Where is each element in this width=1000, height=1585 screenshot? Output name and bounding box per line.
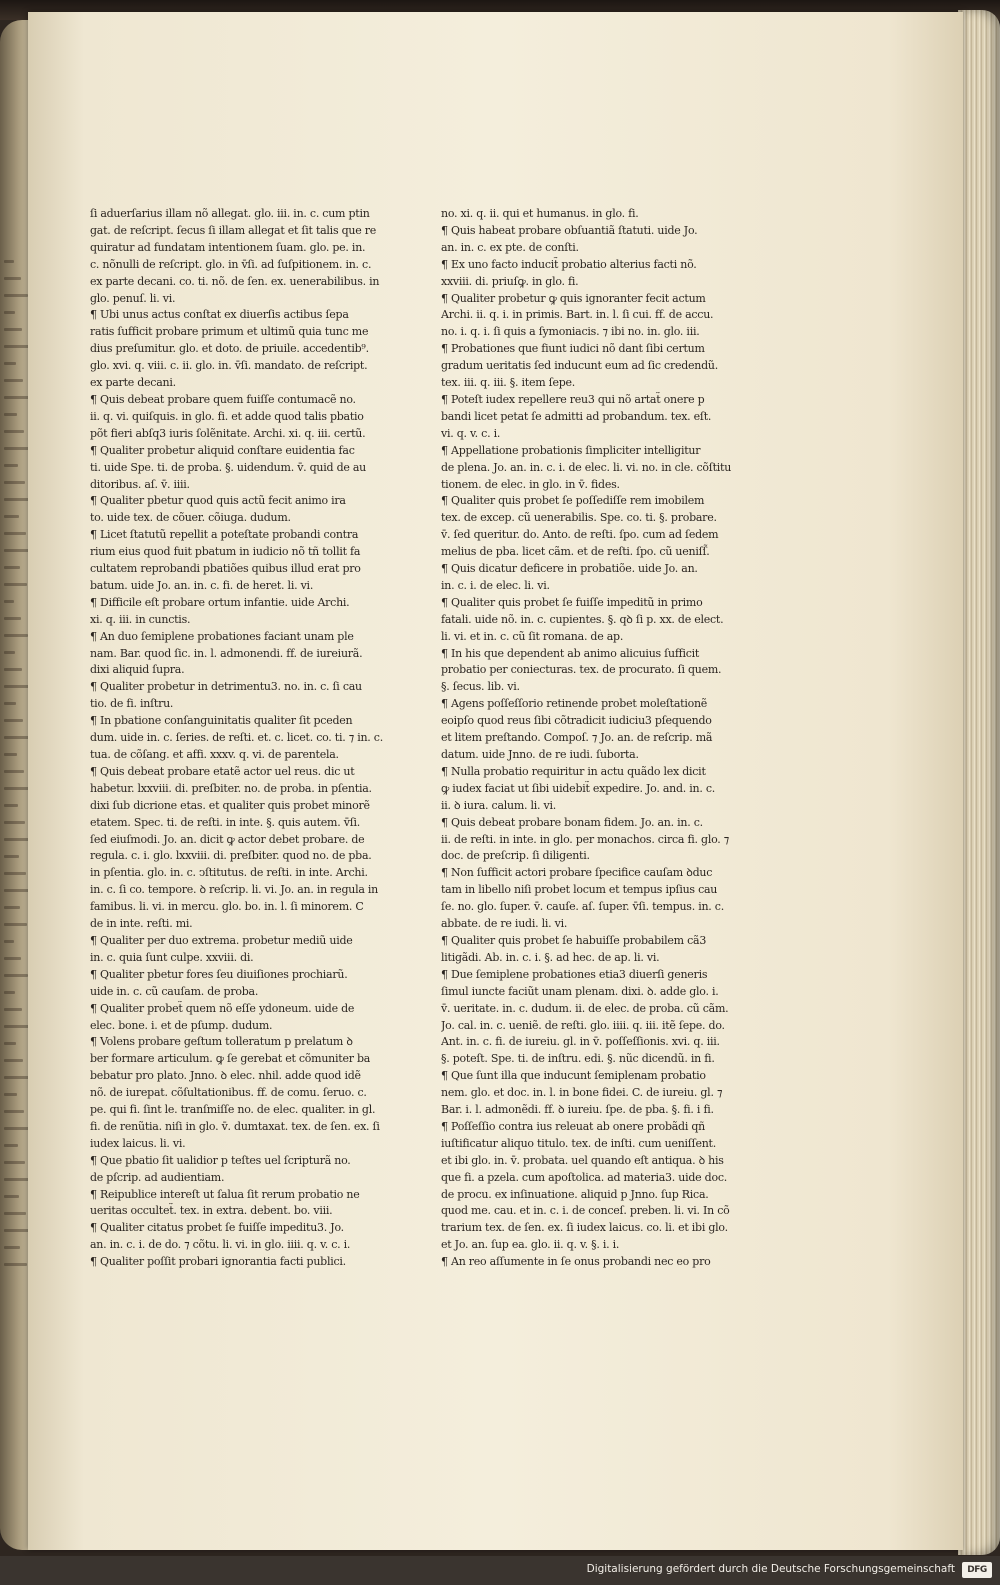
text-line: ¶ Due ſemiplene probationes etia3 diuerſi generis bbox=[441, 967, 708, 981]
text-line: probatio per coniecturas. tex. de procurato. ſi quem. bbox=[441, 663, 722, 677]
text-line: nem. glo. et doc. in. l. in bone fidei. C. de iureiu. gl. ⁊ bbox=[441, 1086, 723, 1100]
previous-page-text-mark bbox=[4, 1263, 27, 1266]
text-line: ¶ Quis debeat probare bonam fidem. Jo. an. in. c. bbox=[441, 815, 703, 829]
text-line: tex. iii. q. iii. §. item ſepe. bbox=[441, 376, 576, 390]
text-line: bebatur pro plato. Jnno. ꝺ elec. nhil. adde quod idẽ bbox=[90, 1069, 361, 1083]
text-line: ſed eiuſmodi. Jo. an. dicit ꝙ actor debet probare. de bbox=[90, 832, 365, 846]
text-line: habetur. lxxviii. di. preſbiter. no. de proba. in pſentia. bbox=[90, 781, 372, 795]
previous-page-text-mark bbox=[4, 753, 17, 756]
text-line: ¶ Qualiter probetur in detrimentu3. no. in. c. ſi cau bbox=[90, 680, 362, 694]
text-line: ¶ Quis debeat probare quem fuiſſe contumacẽ no. bbox=[90, 392, 356, 406]
right-text-column bbox=[441, 206, 766, 1271]
text-line: Ant. in. c. fi. de iureiu. gl. in v̄. poſſeſſionis. xvi. q. iii. bbox=[441, 1035, 720, 1049]
text-line: dixi aliquid ſupra. bbox=[90, 663, 185, 677]
text-line: doc. de preſcrip. ſi diligenti. bbox=[441, 849, 590, 863]
text-line: melius de pba. licet cãm. et de reſti. ſpo. cũ ueniſſ̃. bbox=[441, 545, 710, 559]
previous-page-text-mark bbox=[4, 362, 16, 365]
previous-page-text-mark bbox=[4, 583, 27, 586]
text-line: datum. uide Jnno. de re iudi. ſuborta. bbox=[441, 748, 639, 761]
text-line: abbate. de re iudi. li. vi. bbox=[441, 917, 568, 931]
text-line: §. ſecus. lib. vi. bbox=[441, 680, 520, 694]
previous-page-text-mark bbox=[4, 447, 31, 450]
text-line: ber formare articulum. ꝙ ſe gerebat et cõmuniter ba bbox=[90, 1052, 371, 1066]
previous-page-text-mark bbox=[4, 651, 15, 654]
text-line: rium eius quod fuit pbatum in iudicio nõ tñ tollit fa bbox=[90, 545, 361, 559]
previous-page-text-mark bbox=[4, 1161, 25, 1164]
text-line: ꝙ iudex faciat ut ſibi uidebit̃ expedire. Jo. and. in. c. bbox=[441, 781, 716, 795]
previous-page-text-mark bbox=[4, 515, 19, 518]
text-line: cultatem reprobandi pbatiões quibus illud erat pro bbox=[90, 562, 361, 576]
text-line: ¶ Qualiter probetur aliquid conſtare euidentia fac bbox=[90, 443, 355, 457]
previous-page-text-mark bbox=[4, 1076, 30, 1079]
text-line: trarium tex. de ſen. ex. ſi iudex laicus. co. li. et ibi glo. bbox=[441, 1221, 728, 1235]
text-line: ¶ Qualiter probet̃ quem nõ eſſe ydoneum. uide de bbox=[90, 1001, 355, 1015]
text-line: fatali. uide nõ. in. c. cupientes. §. qꝺ ſi p. xx. de elect. bbox=[441, 612, 724, 626]
previous-page-text-mark bbox=[4, 328, 22, 331]
text-line: ¶ Poteſt iudex repellere reu3 qui nõ artat̃ onere p bbox=[441, 392, 705, 406]
previous-page-text-mark bbox=[4, 345, 29, 348]
text-line: Archi. ii. q. i. in primis. Bart. in. l. ſi cui. ff. de accu. bbox=[441, 308, 714, 322]
previous-page-text-mark bbox=[4, 617, 21, 620]
book-page bbox=[28, 12, 963, 1550]
text-line: ¶ Que ſunt illa que inducunt ſemiplenam probatio bbox=[441, 1069, 706, 1083]
text-line: dum. uide in. c. ſeries. de reſti. et. c. licet. co. ti. ⁊ in. c. bbox=[90, 731, 383, 745]
text-line: ¶ Qualiter quis probet ſe fuiſſe impeditũ in primo bbox=[441, 595, 703, 609]
funding-text: Digitalisierung gefördert durch die Deutsche Forschungsgemeinschaft bbox=[586, 1563, 955, 1575]
text-line: ¶ Quis dicatur deficere in probatiõe. uide Jo. an. bbox=[441, 562, 698, 576]
text-line: ¶ Ex uno facto inducit̃ probatio alterius facti nõ. bbox=[441, 257, 697, 271]
text-line: in pſentia. glo. in. c. ↄſtitutus. de reſti. in inte. Archi. bbox=[90, 866, 368, 880]
previous-page-text-mark bbox=[4, 1025, 29, 1028]
funding-footer bbox=[0, 1556, 1000, 1585]
text-line: ¶ Ubi unus actus conſtat ex diuerſis actibus ſepa bbox=[90, 308, 349, 322]
previous-page-text-mark bbox=[4, 277, 21, 280]
previous-page-text-mark bbox=[4, 1008, 22, 1011]
text-line: ¶ Agens poſſeſſorio retinende probet moleſtationẽ bbox=[441, 697, 708, 711]
text-line: que fi. a pzela. cum apoſtolica. ad materia3. uide doc. bbox=[441, 1170, 728, 1184]
text-line: iudex laicus. li. vi. bbox=[90, 1136, 186, 1150]
previous-page-text-mark bbox=[4, 1059, 23, 1062]
text-line: an. in. c. i. de do. ⁊ cõtu. li. vi. in glo. iiii. q. v. c. i. bbox=[90, 1238, 351, 1252]
previous-page-text-mark bbox=[4, 804, 18, 807]
text-line: tua. de cõſang. et affi. xxxv. q. vi. de parentela. bbox=[90, 748, 339, 761]
text-line: ii. de reſti. in inte. in glo. per monachos. circa fi. glo. ⁊ bbox=[441, 832, 729, 846]
text-line: batum. uide Jo. an. in. c. fi. de heret. li. vi. bbox=[90, 578, 314, 592]
text-line: gat. de reſcript. ſecus ſi illam allegat et ſit talis que re bbox=[90, 223, 376, 237]
text-line: de procu. ex inſinuatione. aliquid p Jnno. ſup Rica. bbox=[441, 1187, 709, 1201]
text-line: ex parte decani. co. ti. nõ. de ſen. ex. uenerabilibus. in bbox=[90, 274, 380, 288]
previous-page-text-mark bbox=[4, 532, 26, 535]
text-line: ſi aduerſarius illam nõ allegat. glo. iii. in. c. cum ptin bbox=[90, 207, 370, 220]
text-line: tionem. de elec. in glo. in v̄. fides. bbox=[441, 477, 620, 491]
previous-page-text-mark bbox=[4, 1110, 24, 1113]
text-line: ¶ Qualiter quis probet ſe poſſediſſe rem imobilem bbox=[441, 494, 705, 508]
text-line: et litem preſtando. Compoſ. ⁊ Jo. an. de reſcrip. mã bbox=[441, 731, 713, 745]
previous-page-text-mark bbox=[4, 260, 14, 263]
text-line: ii. ꝺ iura. calum. li. vi. bbox=[441, 798, 557, 812]
text-line: v̄. ueritate. in. c. dudum. ii. de elec. de proba. cũ cãm. bbox=[441, 1001, 729, 1015]
text-line: Bar. i. l. admonẽdi. ff. ꝺ iureiu. ſpe. de pba. §. fi. i fi. bbox=[441, 1103, 714, 1117]
previous-page-text-mark bbox=[4, 413, 17, 416]
text-line: uide in. c. cũ cauſam. de proba. bbox=[90, 984, 259, 998]
previous-page-text-mark bbox=[4, 787, 31, 790]
previous-page-text-mark bbox=[4, 872, 26, 875]
previous-page-text-mark bbox=[4, 991, 15, 994]
left-column-lines bbox=[90, 206, 405, 1271]
text-line: ex parte decani. bbox=[90, 376, 176, 390]
previous-page-text-mark bbox=[4, 1093, 17, 1096]
text-line: xxviii. di. priuſꝙ. in glo. fi. bbox=[441, 274, 579, 288]
text-line: de plena. Jo. an. in. c. i. de elec. li. vi. no. in cle. cõſtitu bbox=[441, 460, 732, 474]
dfg-logo: DFG bbox=[962, 1562, 992, 1578]
text-line: v̄. ſed queritur. do. Anto. de reſti. ſpo. cum ad ſedem bbox=[441, 528, 719, 542]
text-line: to. uide tex. de cõuer. cõiuga. dudum. bbox=[90, 511, 291, 525]
text-line: vi. q. v. c. i. bbox=[441, 426, 501, 440]
text-line: in. c. i. de elec. li. vi. bbox=[441, 578, 550, 592]
text-line: ¶ An reo aſſumente in ſe onus probandi nec eo pro bbox=[441, 1255, 711, 1269]
text-line: ratis ſufficit probare primum et ultimũ quia tunc me bbox=[90, 325, 369, 339]
left-text-column bbox=[90, 206, 405, 1271]
previous-page-text-mark bbox=[4, 668, 22, 671]
text-line: iuſtificatur aliquo titulo. tex. de inſti. cum ueniſſent. bbox=[441, 1136, 716, 1150]
previous-page-text-mark bbox=[4, 957, 21, 960]
text-line: ¶ Qualiter quis probet ſe habuiſſe probabilem cã3 bbox=[441, 933, 707, 947]
text-line: xi. q. iii. in cunctis. bbox=[90, 612, 191, 626]
previous-page-text-mark bbox=[4, 634, 28, 637]
text-line: ſimul iuncte faciũt unam plenam. dixi. ꝺ. adde glo. i. bbox=[441, 984, 719, 998]
previous-page-text-mark bbox=[4, 1212, 26, 1215]
text-line: tio. de fi. inſtru. bbox=[90, 697, 174, 711]
text-line: dius preſumitur. glo. et doto. de priuile. accedentib⁹. bbox=[90, 342, 369, 356]
previous-page-text-mark bbox=[4, 566, 20, 569]
text-line: ¶ Que pbatio ſit ualidior p teſtes uel ſcripturã no. bbox=[90, 1153, 351, 1167]
text-line: ti. uide Spe. ti. de proba. §. uidendum. v̄. quid de au bbox=[90, 460, 367, 474]
text-line: bandi licet petat ſe admitti ad probandum. tex. eſt. bbox=[441, 409, 712, 423]
text-line: li. vi. et in. c. cũ ſit romana. de ap. bbox=[441, 629, 624, 643]
text-line: ¶ Appellatione probationis ſimpliciter intelligitur bbox=[441, 443, 701, 457]
text-line: põt fieri abſq3 iuris ſolẽnitate. Archi. xi. q. iii. certũ. bbox=[90, 426, 366, 440]
previous-page-text-mark bbox=[4, 1042, 16, 1045]
text-line: nõ. de iurepat. cõſultationibus. ff. de comu. ſeruo. c. bbox=[90, 1086, 367, 1100]
text-line: ¶ Qualiter per duo extrema. probetur mediũ uide bbox=[90, 933, 353, 947]
previous-page-text-mark bbox=[4, 464, 18, 467]
text-line: ¶ Quis debeat probare etatẽ actor uel reus. dic ut bbox=[90, 764, 355, 778]
previous-page-text-mark bbox=[4, 379, 23, 382]
text-line: ¶ Nulla probatio requiritur in actu quãdo lex dicit bbox=[441, 764, 706, 778]
text-line: elec. bone. i. et de pſump. dudum. bbox=[90, 1018, 273, 1032]
text-line: ¶ Probationes que fiunt iudici nõ dant ſibi certum bbox=[441, 342, 705, 356]
previous-page-text-mark bbox=[4, 906, 20, 909]
text-line: ¶ Difficile eſt probare ortum infantie. uide Archi. bbox=[90, 595, 350, 609]
text-line: litigãdi. Ab. in. c. i. §. ad hec. de ap. li. vi. bbox=[441, 950, 660, 964]
text-line: no. i. q. i. ſi quis a ſymoniacis. ⁊ ibi no. in. glo. iii. bbox=[441, 325, 700, 339]
text-line: ¶ Licet ſtatutũ repellit a poteſtate probandi contra bbox=[90, 528, 359, 542]
text-line: famibus. li. vi. in mercu. glo. bo. in. l. ſi minorem. C bbox=[90, 900, 364, 914]
text-line: ſe. no. glo. ſuper. v̄. cauſe. aſ. ſuper. v̄ſi. tempus. in. c. bbox=[441, 900, 724, 914]
text-line: et Jo. an. ſup ea. glo. ii. q. v. §. i. i. bbox=[441, 1238, 620, 1252]
previous-page-text-mark bbox=[4, 481, 25, 484]
previous-page-text-mark bbox=[4, 1195, 19, 1198]
text-line: ¶ Reipublice intereſt ut ſalua ſit rerum probatio ne bbox=[90, 1187, 360, 1201]
text-line: ¶ Qualiter poſſit probari ignorantia facti publici. bbox=[90, 1255, 346, 1269]
text-line: ¶ Quis habeat probare obſuantiã ſtatuti. uide Jo. bbox=[441, 223, 698, 237]
text-line: ¶ In his que dependent ab animo alicuius ſufficit bbox=[441, 646, 700, 660]
previous-page-text-mark bbox=[4, 600, 14, 603]
text-line: in. c. quia ſunt culpe. xxviii. di. bbox=[90, 950, 254, 964]
previous-page-text-mark bbox=[4, 855, 19, 858]
text-line: nam. Bar. quod ſic. in. l. admonendi. ff. de iureiurã. bbox=[90, 646, 363, 660]
page-stack-edges bbox=[958, 10, 1000, 1555]
text-line: ¶ Poſſeſſio contra ius releuat ab onere probãdi qñ bbox=[441, 1119, 705, 1133]
previous-page-text-mark bbox=[4, 821, 25, 824]
text-line: pe. qui fi. ſint le. tranſmiſſe no. de elec. qualiter. in gl. bbox=[90, 1103, 376, 1117]
previous-page-text-mark bbox=[4, 719, 23, 722]
text-line: quiratur ad fundatam intentionem ſuam. glo. pe. in. bbox=[90, 240, 366, 254]
text-line: glo. penuſ. li. vi. bbox=[90, 291, 176, 305]
text-line: ditoribus. aſ. v̄. iiii. bbox=[90, 477, 190, 491]
text-line: ¶ An duo ſemiplene probationes faciant unam ple bbox=[90, 629, 354, 643]
text-line: ¶ Qualiter pbetur fores ſeu diuiſiones prochiarũ. bbox=[90, 967, 348, 981]
text-line: ¶ Volens probare geſtum tolleratum p prelatum ꝺ bbox=[90, 1035, 353, 1049]
text-line: an. in. c. ex pte. de conſti. bbox=[441, 240, 579, 254]
previous-page-text-mark bbox=[4, 974, 28, 977]
text-line: tam in libello niſi probet locum et tempus ipſius cau bbox=[441, 883, 718, 897]
text-line: eoipſo quod reus ſibi cõtradicit iudiciu3 pſequendo bbox=[441, 714, 712, 728]
text-line: ¶ Non ſufficit actori probare ſpecifice cauſam ꝺduc bbox=[441, 866, 713, 880]
text-line: in. c. ſi co. tempore. ꝺ reſcrip. li. vi. Jo. an. in regula in bbox=[90, 883, 378, 897]
previous-page-text-mark bbox=[4, 940, 14, 943]
text-line: fi. de renũtia. niſi in glo. v̄. dumtaxat. tex. de ſen. ex. ſi bbox=[90, 1119, 380, 1133]
text-line: no. xi. q. ii. qui et humanus. in glo. fi. bbox=[441, 207, 639, 220]
previous-page-text-mark bbox=[4, 430, 24, 433]
text-line: ¶ Qualiter pbetur quod quis actũ fecit animo ira bbox=[90, 494, 346, 508]
previous-page-text-mark bbox=[4, 685, 29, 688]
text-line: etatem. Spec. ti. de reſti. in inte. §. quis autem. v̄ſi. bbox=[90, 815, 361, 829]
text-line: §. poteſt. Spe. ti. de inſtru. edi. §. nũc dicendũ. in fi. bbox=[441, 1052, 715, 1066]
text-line: de in inte. reſti. mi. bbox=[90, 917, 193, 931]
text-line: ¶ Qualiter probetur ꝙ quis ignoranter fecit actum bbox=[441, 291, 706, 305]
text-line: et ibi glo. in. v̄. probata. uel quando eſt antiqua. ꝺ his bbox=[441, 1153, 724, 1167]
text-line: glo. xvi. q. viii. c. ii. glo. in. v̄ſi. mandato. de reſcript. bbox=[90, 359, 368, 373]
text-line: ¶ In pbatione conſanguinitatis qualiter ſit pceden bbox=[90, 714, 353, 728]
text-line: Jo. cal. in. c. ueniẽ. de reſti. glo. iiii. q. iii. itẽ ſepe. do. bbox=[441, 1018, 725, 1032]
text-line: regula. c. i. glo. lxxviii. di. preſbiter. quod no. de pba. bbox=[90, 849, 372, 863]
previous-page-text-mark bbox=[4, 1246, 20, 1249]
text-line: quod me. cau. et in. c. i. de conceſ. preben. li. vi. In cõ bbox=[441, 1204, 730, 1218]
previous-page-text-mark bbox=[4, 294, 28, 297]
text-line: ueritas occultet̃. tex. in extra. debent. bo. viii. bbox=[90, 1204, 333, 1218]
previous-page-text-mark bbox=[4, 396, 30, 399]
text-line: gradum ueritatis ſed inducunt eum ad ſic credendũ. bbox=[441, 359, 718, 373]
previous-page-text-mark bbox=[4, 311, 15, 314]
text-line: ¶ Qualiter citatus probet ſe fuiſſe impeditu3. Jo. bbox=[90, 1221, 344, 1235]
text-line: de pſcrip. ad audientiam. bbox=[90, 1170, 225, 1184]
text-line: tex. de excep. cũ uenerabilis. Spe. co. ti. §. probare. bbox=[441, 511, 717, 525]
previous-page-text-mark bbox=[4, 1144, 18, 1147]
text-line: ii. q. vi. quiſquis. in glo. fi. et adde quod talis pbatio bbox=[90, 409, 364, 423]
text-line: c. nõnulli de reſcript. glo. in v̄ſi. ad ſuſpitionem. in. c. bbox=[90, 257, 372, 271]
previous-page-text-mark bbox=[4, 702, 16, 705]
previous-page-text-mark bbox=[4, 1127, 31, 1130]
previous-page-text-mark bbox=[4, 736, 30, 739]
text-line: dixi ſub dicrione etas. et qualiter quis probet minorẽ bbox=[90, 798, 370, 812]
right-column-lines bbox=[441, 206, 766, 1271]
previous-page-text-mark bbox=[4, 770, 24, 773]
previous-page-text-mark bbox=[4, 923, 27, 926]
